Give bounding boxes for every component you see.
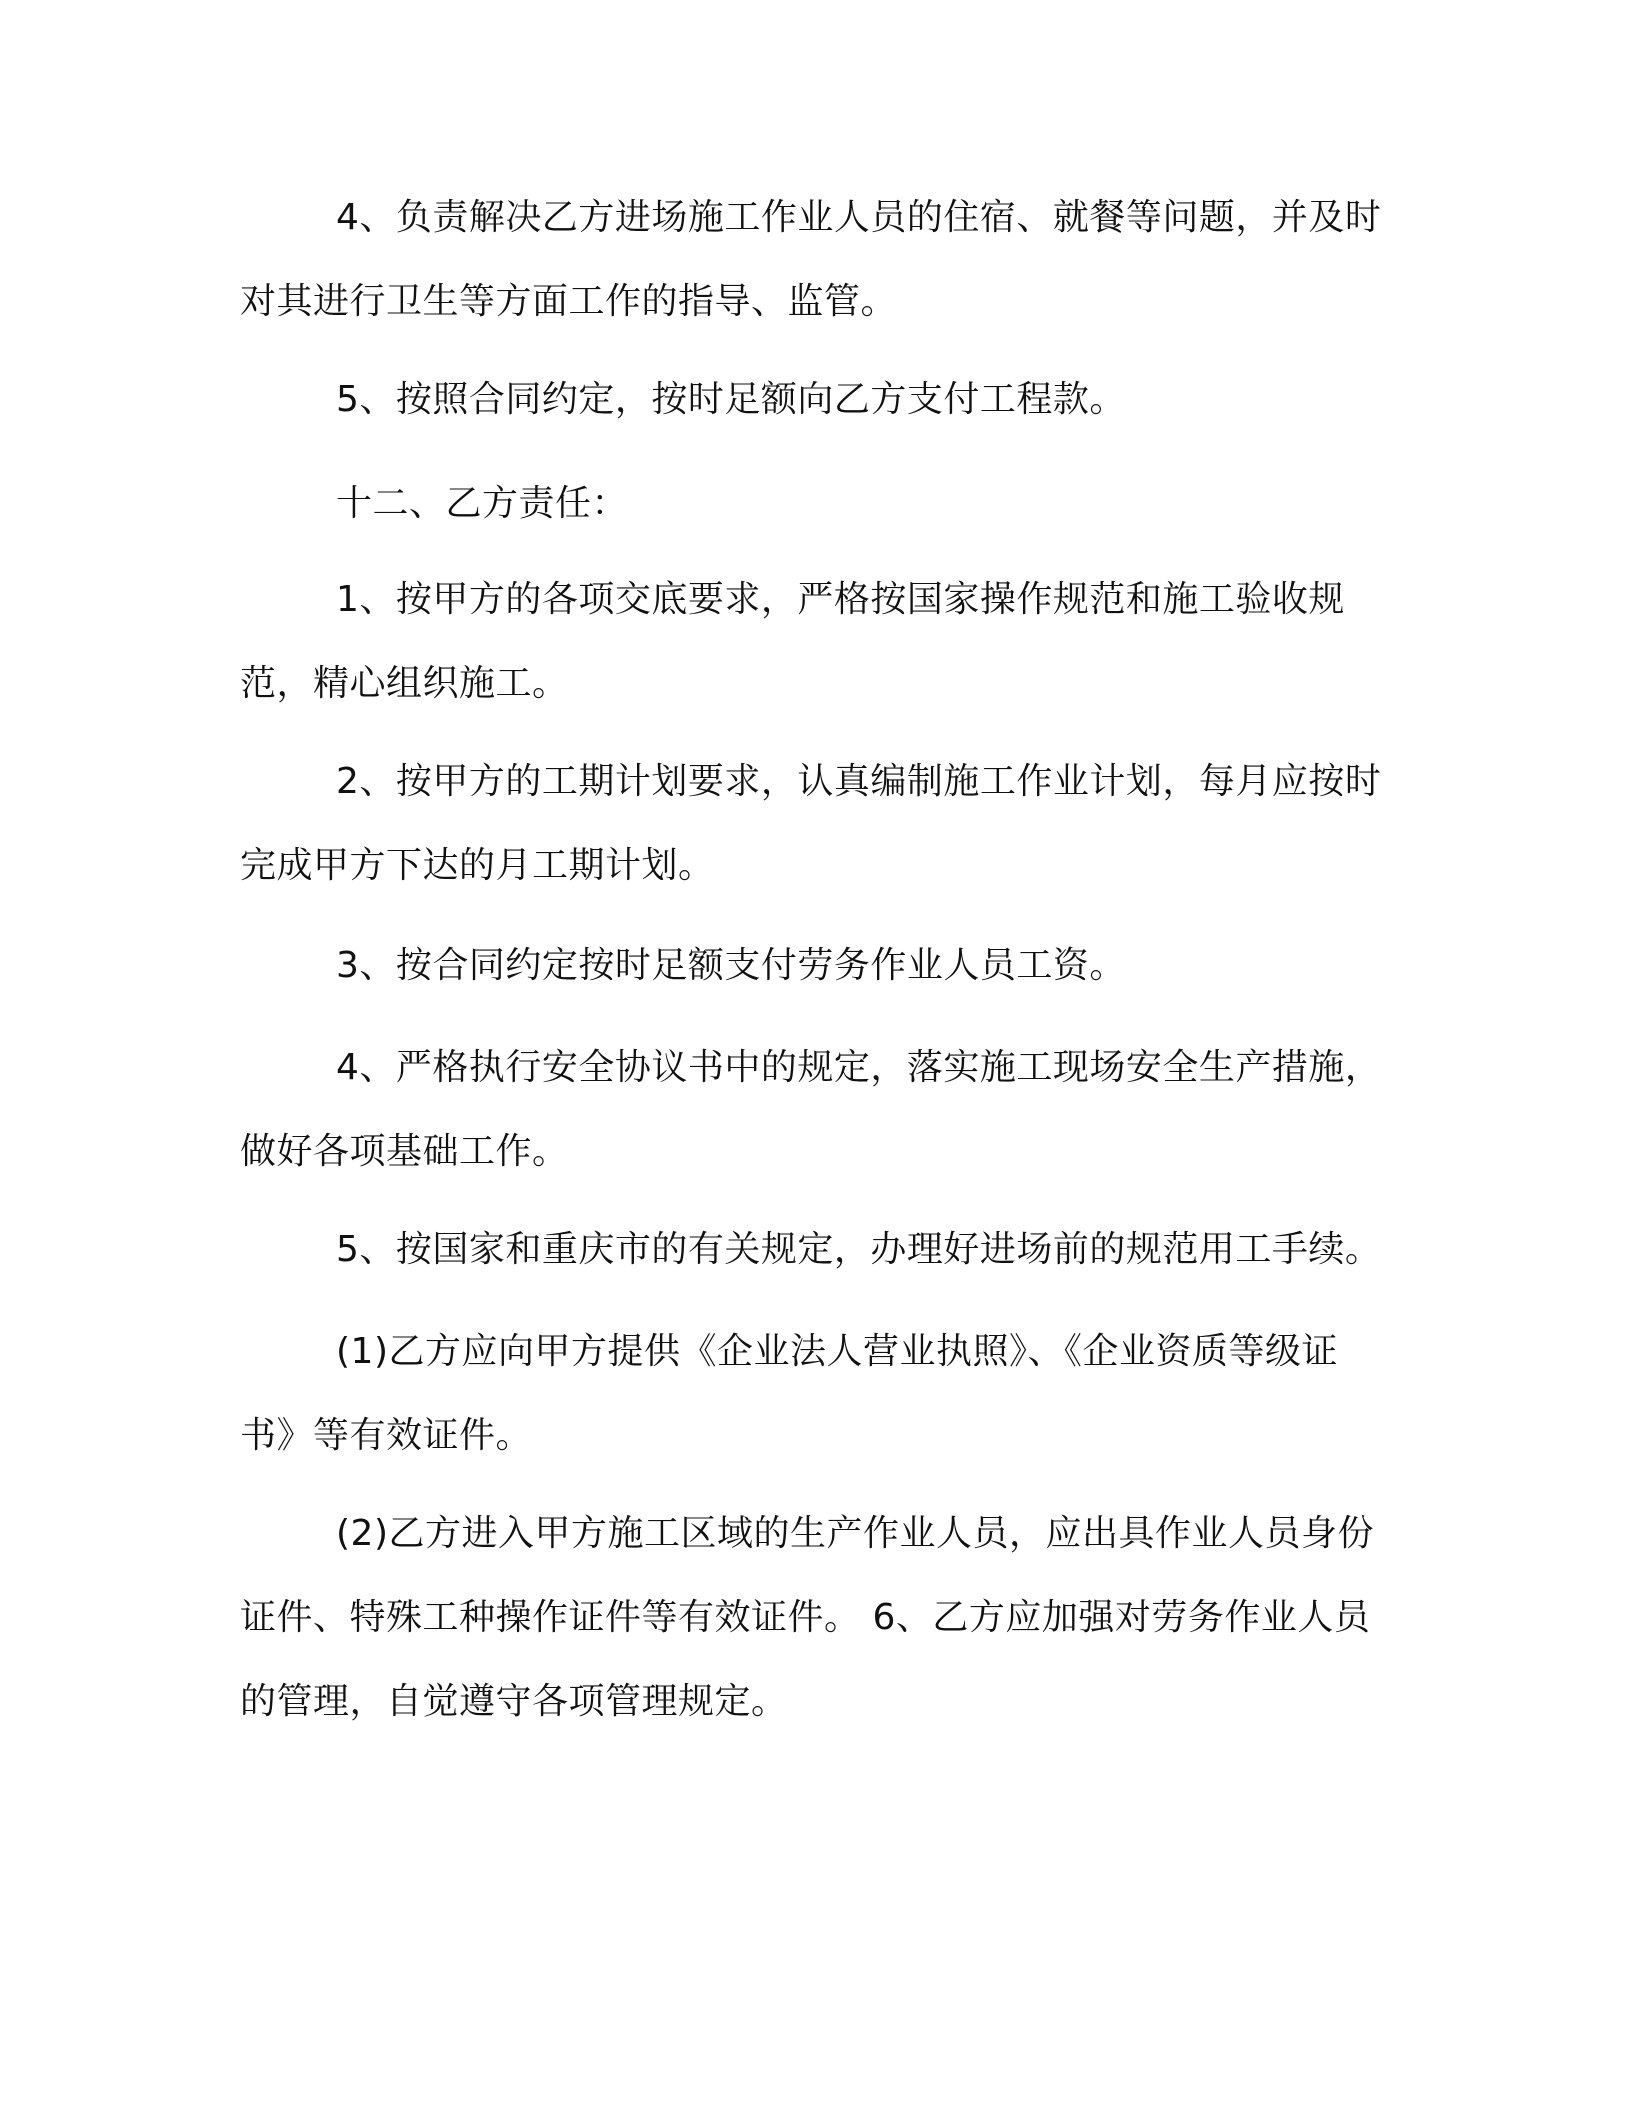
section-heading-party-b-responsibilities: 十二、乙方责任：	[336, 483, 629, 524]
paragraph-party-b-item-4: 4、严格执行安全协议书中的规定，落实施工现场安全生产措施，做好各项基础工作。	[240, 1047, 1382, 1172]
paragraph-party-b-item-5-sub-2: (2)乙方进入甲方施工区域的生产作业人员，应出具作业人员身份证件、特殊工种操作证件等有效证件。 6、乙方应加强对劳务作业人员的管理，自觉遵守各项管理规定。	[240, 1513, 1374, 1722]
paragraph-party-b-item-2: 2、按甲方的工期计划要求，认真编制施工作业计划，每月应按时完成甲方下达的月工期计划。	[240, 761, 1382, 886]
paragraph-party-b-item-3: 3、按合同约定按时足额支付劳务作业人员工资。	[336, 945, 1126, 986]
paragraph-party-a-item-4: 4、负责解决乙方进场施工作业人员的住宿、就餐等问题，并及时对其进行卫生等方面工作的指导、监管。	[240, 197, 1382, 322]
paragraph-party-b-item-1: 1、按甲方的各项交底要求，严格按国家操作规范和施工验收规范，精心组织施工。	[240, 579, 1345, 704]
paragraph-party-b-item-5-sub-1: (1)乙方应向甲方提供《企业法人营业执照》、《企业资质等级证书》等有效证件。	[240, 1331, 1338, 1456]
paragraph-party-b-item-5: 5、按国家和重庆市的有关规定，办理好进场前的规范用工手续。	[336, 1229, 1382, 1270]
paragraph-party-a-item-5: 5、按照合同约定，按时足额向乙方支付工程款。	[336, 379, 1126, 420]
